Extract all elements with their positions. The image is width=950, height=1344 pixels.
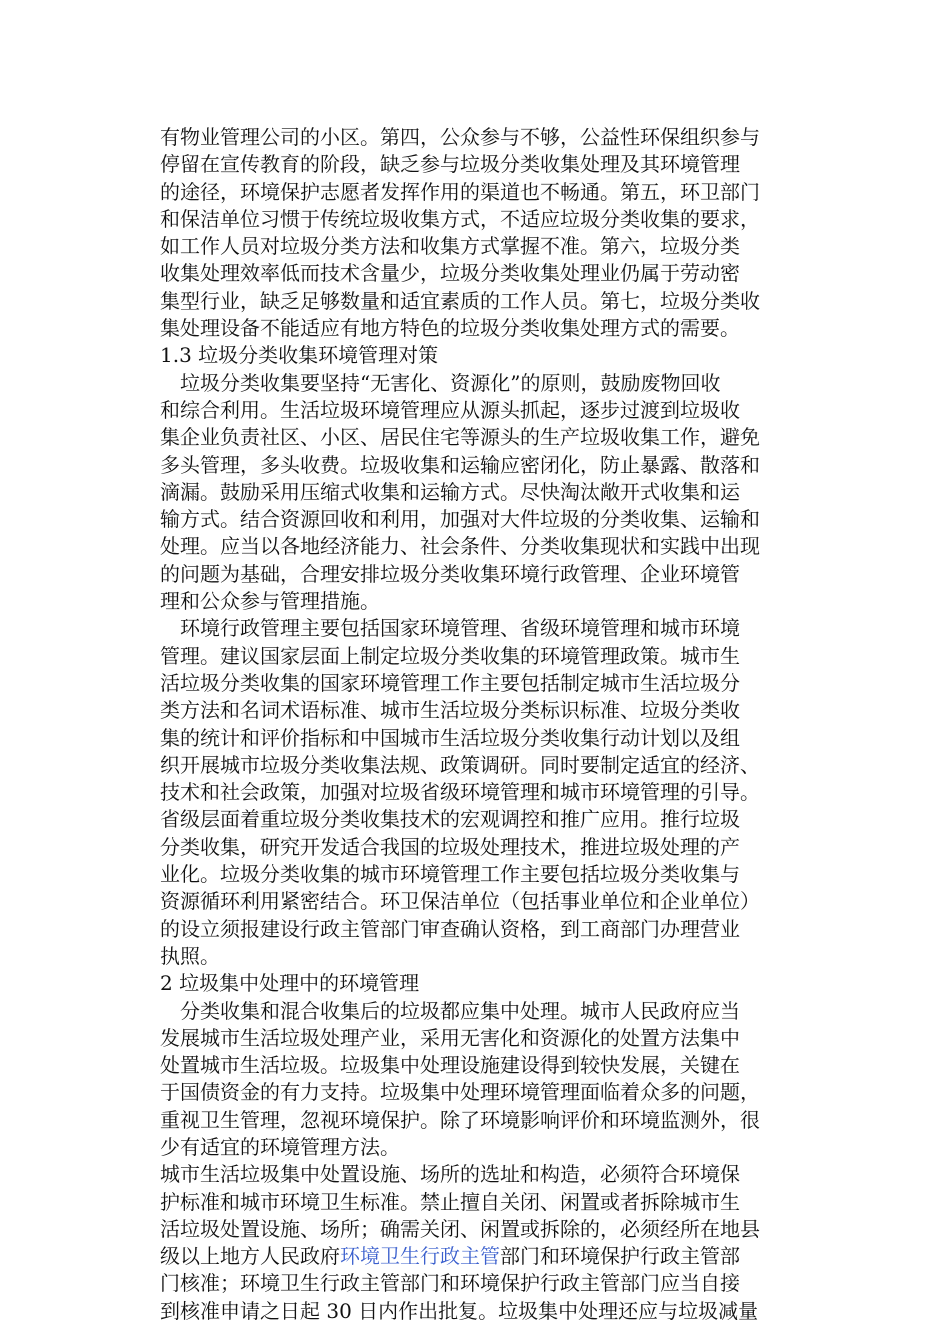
- text-segment: 垃圾分类收集要坚持“无害化、资源化”的原则，鼓励废物回收: [160, 370, 721, 395]
- text-line: [160, 615, 820, 642]
- text-segment: 发展城市生活垃圾处理产业，采用无害化和资源化的处置方法集中: [160, 1025, 740, 1050]
- text-line: [160, 452, 820, 479]
- text-segment: 部门和环境保护行政主管部: [500, 1244, 740, 1269]
- text-line: [160, 206, 820, 233]
- text-line: [160, 424, 820, 451]
- text-segment: 门核准；环境卫生行政主管部门和环境保护行政主管部门应当自接: [160, 1271, 740, 1296]
- text-line: [160, 806, 820, 833]
- text-line: [160, 1270, 820, 1297]
- text-segment: 少有适宜的环境管理方法。: [160, 1134, 400, 1159]
- text-segment: 城市生活垃圾集中处置设施、场所的选址和构造，必须符合环境保: [160, 1162, 740, 1187]
- text-segment: 多头管理，多头收费。垃圾收集和运输应密闭化，防止暴露、散落和: [160, 452, 760, 477]
- text-segment: 织开展城市垃圾分类收集法规、政策调研。同时要制定适宜的经济、: [160, 752, 760, 777]
- text-line: [160, 697, 820, 724]
- text-line: [160, 151, 820, 178]
- text-line: [160, 1052, 820, 1079]
- text-segment: 活垃圾处置设施、场所；确需关闭、闲置或拆除的，必须经所在地县: [160, 1216, 760, 1241]
- text-segment: 输方式。结合资源回收和利用，加强对大件垃圾的分类收集、运输和: [160, 507, 760, 532]
- text-segment: 的问题为基础，合理安排垃圾分类收集环境行政管理、企业环境管: [160, 561, 740, 586]
- text-segment: 1.3 垃圾分类收集环境管理对策: [160, 343, 439, 368]
- text-segment: 集处理设备不能适应有地方特色的垃圾分类收集处理方式的需要。: [160, 316, 740, 341]
- text-segment: 收集处理效率低而技术含量少，垃圾分类收集处理业仍属于劳动密: [160, 261, 740, 286]
- text-segment: 分类收集和混合收集后的垃圾都应集中处理。城市人民政府应当: [160, 998, 740, 1023]
- text-segment: 处理。应当以各地经济能力、社会条件、分类收集现状和实践中出现: [160, 534, 760, 559]
- text-line: [160, 1079, 820, 1106]
- text-line: [160, 834, 820, 861]
- text-segment: 滴漏。鼓励采用压缩式收集和运输方式。尽快淘汰敞开式收集和运: [160, 479, 740, 504]
- text-line: [160, 479, 820, 506]
- text-segment: 执照。: [160, 943, 220, 968]
- text-line: [160, 315, 820, 342]
- text-line: [160, 943, 820, 970]
- text-line: [160, 1216, 820, 1243]
- text-line: [160, 397, 820, 424]
- text-segment: 2 垃圾集中处理中的环境管理: [160, 971, 420, 996]
- text-line: [160, 1161, 820, 1188]
- text-segment: 省级层面着重垃圾分类收集技术的宏观调控和推广应用。推行垃圾: [160, 807, 740, 832]
- text-segment: 和综合利用。生活垃圾环境管理应从源头抓起，逐步过渡到垃圾收: [160, 397, 740, 422]
- text-segment: 资源循环利用紧密结合。环卫保洁单位（包括事业单位和企业单位）: [160, 889, 760, 914]
- text-line: [160, 888, 820, 915]
- text-segment: 技术和社会政策，加强对垃圾省级环境管理和城市环境管理的引导。: [160, 780, 760, 805]
- text-line: [160, 752, 820, 779]
- text-line: [160, 779, 820, 806]
- hyperlink-text[interactable]: 环境卫生行政主管: [340, 1244, 500, 1269]
- text-line: [160, 1134, 820, 1161]
- text-segment: 级以上地方人民政府: [160, 1244, 340, 1269]
- text-segment: 理和公众参与管理措施。: [160, 589, 380, 614]
- text-line: [160, 998, 820, 1025]
- text-line: [160, 260, 820, 287]
- text-line: [160, 288, 820, 315]
- text-segment: 和保洁单位习惯于传统垃圾收集方式，不适应垃圾分类收集的要求，: [160, 206, 760, 231]
- text-segment: 有物业管理公司的小区。第四，公众参与不够，公益性环保组织参与: [160, 125, 760, 149]
- text-line: [160, 370, 820, 397]
- text-segment: 到核准申请之日起 30 日内作出批复。垃圾集中处理还应与垃圾减量: [160, 1298, 759, 1323]
- text-segment: 集的统计和评价指标和中国城市生活垃圾分类收集行动计划以及组: [160, 725, 740, 750]
- text-line: [160, 725, 820, 752]
- text-segment: 分类收集，研究开发适合我国的垃圾处理技术，推进垃圾处理的产: [160, 834, 740, 859]
- text-segment: 活垃圾分类收集的国家环境管理工作主要包括制定城市生活垃圾分: [160, 670, 740, 695]
- text-segment: 集型行业，缺乏足够数量和适宜素质的工作人员。第七，垃圾分类收: [160, 288, 760, 313]
- text-line: [160, 342, 820, 369]
- text-line: [160, 124, 820, 151]
- text-line: [160, 861, 820, 888]
- text-segment: 管理。建议国家层面上制定垃圾分类收集的环境管理政策。城市生: [160, 643, 740, 668]
- text-line: [160, 670, 820, 697]
- text-segment: 护标准和城市环境卫生标准。禁止擅自关闭、闲置或者拆除城市生: [160, 1189, 740, 1214]
- text-segment: 停留在宣传教育的阶段，缺乏参与垃圾分类收集处理及其环境管理: [160, 152, 740, 177]
- text-line: [160, 1189, 820, 1216]
- text-line: [160, 588, 820, 615]
- text-line: [160, 1298, 820, 1325]
- text-segment: 业化。垃圾分类收集的城市环境管理工作主要包括垃圾分类收集与: [160, 862, 740, 887]
- text-line: [160, 506, 820, 533]
- text-line: [160, 643, 820, 670]
- text-line: [160, 916, 820, 943]
- text-segment: 处置城市生活垃圾。垃圾集中处理设施建设得到较快发展，关键在: [160, 1053, 740, 1078]
- text-segment: 类方法和名词术语标准、城市生活垃圾分类标识标准、垃圾分类收: [160, 698, 740, 723]
- text-line: [160, 533, 820, 560]
- text-segment: 集企业负责社区、小区、居民住宅等源头的生产垃圾收集工作，避免: [160, 425, 760, 450]
- text-segment: 重视卫生管理，忽视环境保护。除了环境影响评价和环境监测外，很: [160, 1107, 760, 1132]
- text-line: [160, 561, 820, 588]
- text-segment: 如工作人员对垃圾分类方法和收集方式掌握不准。第六，垃圾分类: [160, 234, 740, 259]
- text-segment: 的设立须报建设行政主管部门审查确认资格，到工商部门办理营业: [160, 916, 740, 941]
- text-segment: 于国债资金的有力支持。垃圾集中处理环境管理面临着众多的问题，: [160, 1080, 760, 1105]
- text-line: [160, 179, 820, 206]
- document-body: [160, 124, 820, 1325]
- text-line: [160, 1243, 820, 1270]
- text-line: [160, 233, 820, 260]
- text-line: [160, 1025, 820, 1052]
- text-line: [160, 1107, 820, 1134]
- text-segment: 环境行政管理主要包括国家环境管理、省级环境管理和城市环境: [160, 616, 740, 641]
- text-line: [160, 970, 820, 997]
- text-segment: 的途径，环境保护志愿者发挥作用的渠道也不畅通。第五，环卫部门: [160, 179, 760, 204]
